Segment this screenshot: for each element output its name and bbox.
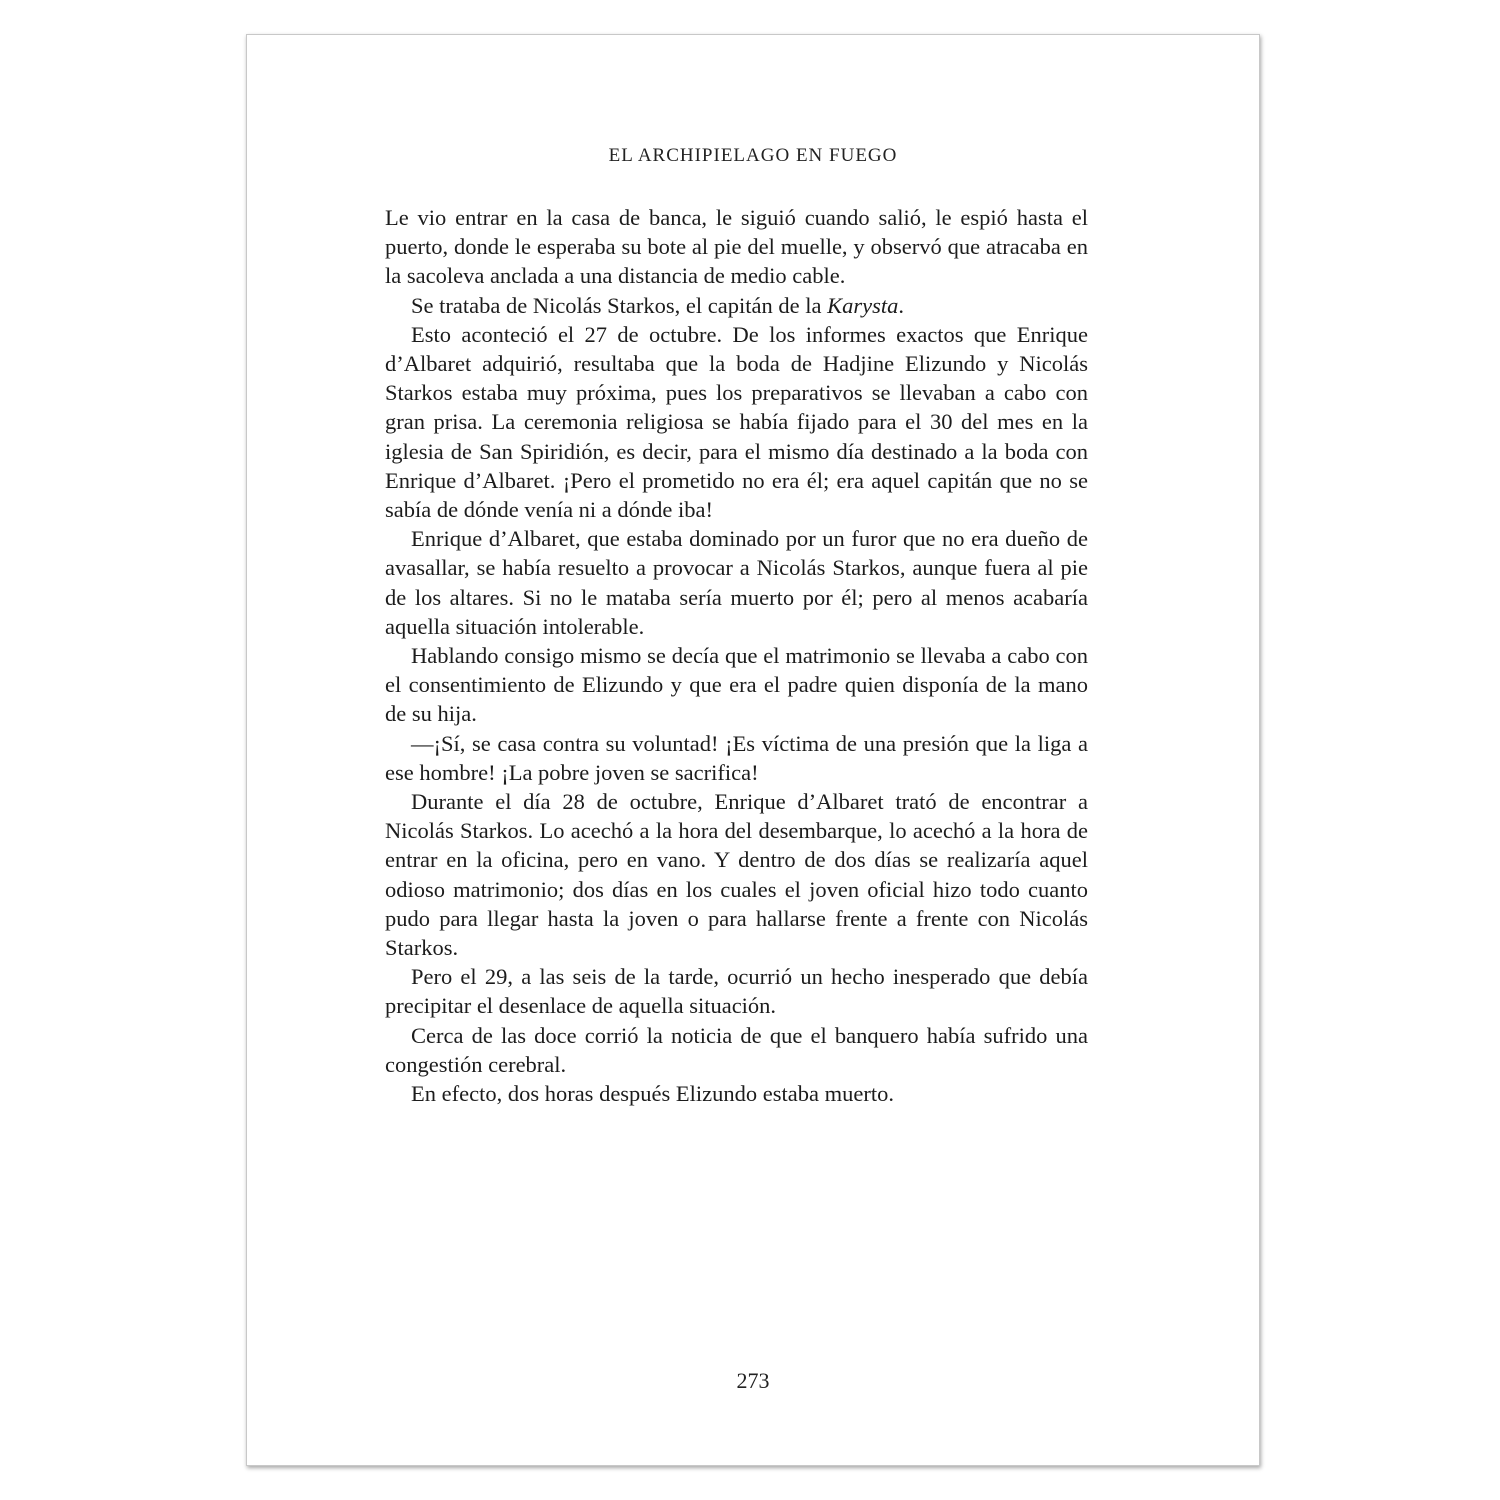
book-page [246,34,1260,1466]
paragraph: Esto aconteció el 27 de octubre. De los informes exactos que Enrique d’Albaret adquirió, resultaba que la boda de Hadjine Elizundo y Nicolás Starkos estaba muy próxima, pues los preparativos se llevaban a cabo con gran prisa. La ceremonia religiosa se había fijado para el 30 del mes en la iglesia de San Spiridión, es decir, para el mismo día destinado a la boda con Enrique d’Albaret. ¡Pero el prometido no era él; era aquel capitán que no se sabía de dónde venía ni a dónde iba! [385,321,1088,523]
paragraph [385,291,1088,320]
paragraph: Pero el 29, a las seis de la tarde, ocurrió un hecho inesperado que debía precipitar el desenlace de aquella situación. [385,964,1088,1019]
paragraph: Hablando consigo mismo se decía que el matrimonio se llevaba a cabo con el consentimiento de Elizundo y que era el padre quien disponía de la mano de su hija. [385,643,1088,727]
paragraph: Durante el día 28 de octubre, Enrique d’Albaret trató de encontrar a Nicolás Starkos. Lo acechó a la hora del desembarque, lo acechó a la hora de entrar en la oficina, pero en vano. Y dentro de dos días se realizaría aquel odioso matrimonio; dos días en los cuales el joven oficial hizo todo cuanto pudo para llegar hasta la joven o para hallarse frente a frente con Nicolás Starkos. [385,789,1088,961]
paragraph: Le vio entrar en la casa de banca, le siguió cuando salió, le espió hasta el puerto, donde le esperaba su bote al pie del muelle, y observó que atracaba en la sacoleva anclada a una distancia de medio cable. [385,205,1088,289]
paragraph-text: Se trataba de Nicolás Starkos, el capitán de la [411,292,828,318]
page-number: 273 [736,1368,770,1393]
paragraph: —¡Sí, se casa contra su voluntad! ¡Es víctima de una presión que la liga a ese hombre! ¡La pobre joven se sacrifica! [385,730,1088,785]
body-text [385,203,1088,1108]
running-head: EL ARCHIPIELAGO EN FUEGO [608,145,898,166]
paragraph: Enrique d’Albaret, que estaba dominado por un furor que no era dueño de avasallar, se había resuelto a provocar a Nicolás Starkos, aunque fuera al pie de los altares. Si no le mataba sería muerto por él; pero al menos acabaría aquella situación intolerable. [385,526,1088,639]
paragraph: Cerca de las doce corrió la noticia de que el banquero había sufrido una congestión cerebral. [385,1022,1088,1077]
ship-name: Karysta [827,292,899,318]
paragraph: En efecto, dos horas después Elizundo estaba muerto. [411,1081,894,1107]
paragraph-text: . [898,292,904,318]
